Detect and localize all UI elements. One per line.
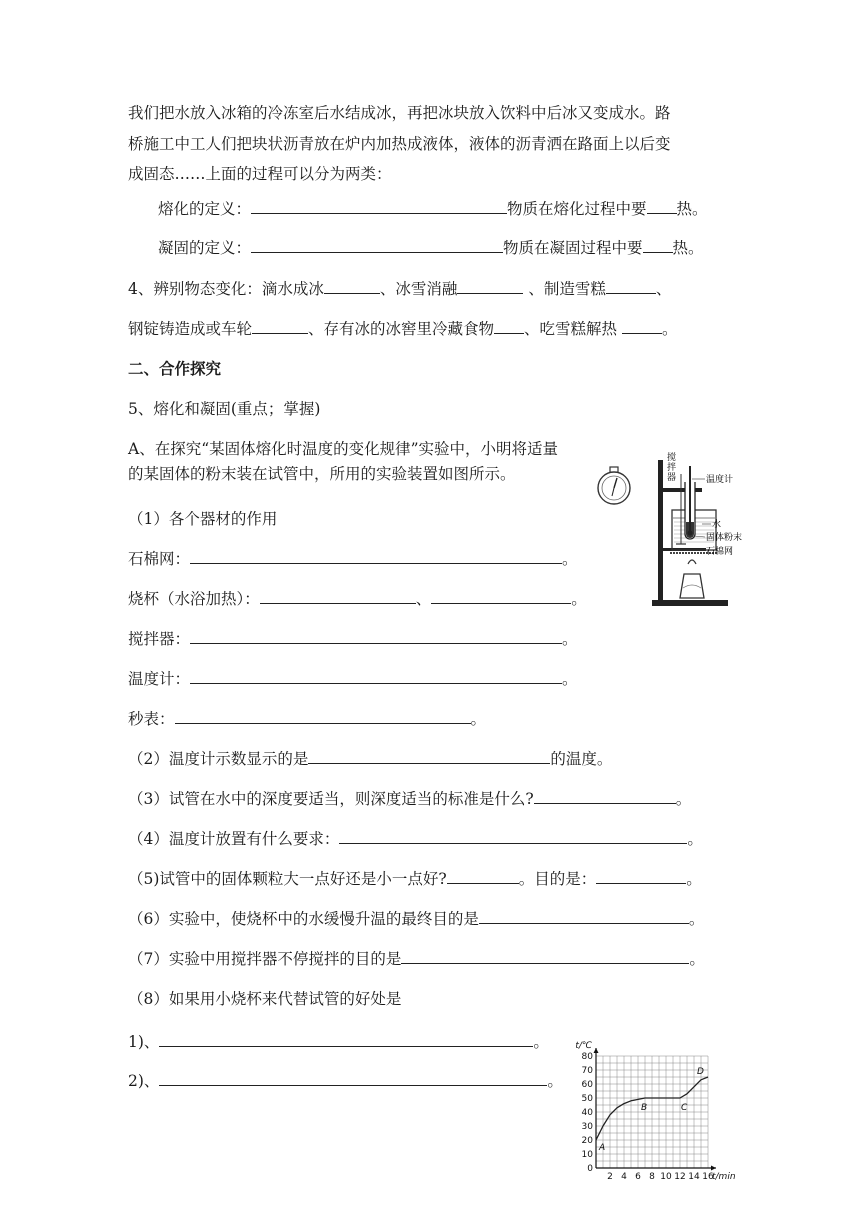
solidification-definition (158, 237, 704, 259)
q4-blank-2[interactable] (457, 278, 523, 294)
q6-row (128, 908, 704, 930)
q4-text-f: 、存有冰的冰窖里冷藏食物 (308, 320, 495, 338)
temperature-chart (568, 1038, 746, 1184)
q4-text-h: 。 (661, 320, 678, 338)
asbestos-label: 石棉网： (128, 550, 191, 568)
x-tick-label: 16 (702, 1172, 714, 1182)
period: 。 (571, 590, 587, 608)
q4-text-d: 、 (655, 280, 672, 298)
melting-def-label: 熔化的定义： (158, 200, 252, 218)
thermometer-label: 温度计 (706, 475, 734, 485)
q8-row: （8）如果用小烧杯来代替试管的好处是 (128, 990, 402, 1008)
gauze-label: 石棉网 (706, 547, 734, 557)
period: 。 (470, 710, 487, 728)
melting-def-end: 热。 (676, 200, 708, 218)
q5-row (128, 868, 702, 890)
q4b-row (128, 828, 703, 850)
answer-1-blank[interactable] (159, 1031, 533, 1047)
answer-1-label: 1)、 (128, 1033, 160, 1051)
q5-mid: 。目的是： (518, 870, 597, 888)
stopwatch-row (128, 708, 486, 730)
water-label: 水 (712, 520, 722, 530)
q4-blank-3[interactable] (606, 278, 656, 294)
q5-blank-2[interactable] (596, 868, 686, 884)
asbestos-row (128, 548, 578, 570)
q4-text-g: 、吃雪糕解热 (524, 320, 622, 338)
period: 。 (533, 1033, 549, 1051)
q4-text-a: 4、辨别物态变化：滴水成冰 (128, 280, 324, 298)
q6-text: （6）实验中，使烧杯中的水缓慢升温的最终目的是 (128, 910, 479, 928)
beaker-sep: 、 (415, 590, 432, 608)
beaker-blank-1[interactable] (260, 588, 416, 604)
y-tick-label: 70 (581, 1066, 593, 1076)
solid-def-mid: 物质在凝固过程中要 (503, 239, 643, 257)
q4-line-1 (128, 278, 671, 300)
stirrer-label-2: 拌 (667, 463, 677, 473)
q4-blank-1[interactable] (324, 278, 380, 294)
sub-question-1: （1）各个器材的作用 (128, 510, 278, 528)
stirrer-row (128, 628, 578, 650)
x-axis-arrow (711, 1166, 716, 1171)
answer-2-row (128, 1070, 563, 1092)
q2-end: 的温度。 (550, 750, 613, 768)
q3-blank[interactable] (534, 788, 676, 804)
y-tick-label: 20 (581, 1136, 593, 1146)
q3-text: （3）试管在水中的深度要适当，则深度适当的标准是什么? (128, 790, 534, 808)
melting-heat-blank[interactable] (647, 198, 677, 214)
q4b-blank[interactable] (339, 828, 687, 844)
stirrer-label-3: 器 (667, 473, 677, 483)
period: 。 (687, 830, 703, 848)
answer-1-row (128, 1031, 549, 1053)
period: 。 (562, 550, 578, 568)
x-axis-label: t/min (712, 1172, 736, 1182)
solid-def-end: 热。 (672, 239, 704, 257)
period: 。 (689, 950, 705, 968)
intro-line-1: 我们把水放入冰箱的冷冻室后水结成冰，再把冰块放入饮料中后冰又变成水。路 (128, 104, 671, 122)
period: 。 (688, 910, 705, 928)
period: 。 (562, 670, 578, 688)
x-tick-label: 14 (688, 1172, 700, 1182)
stopwatch-label: 秒表： (128, 710, 175, 728)
melting-def-mid: 物质在熔化过程中要 (507, 200, 647, 218)
asbestos-blank[interactable] (190, 548, 562, 564)
y-tick-label: 60 (581, 1080, 593, 1090)
x-tick-label: 6 (635, 1172, 641, 1182)
solid-def-label: 凝固的定义： (158, 239, 252, 257)
answer-2-blank[interactable] (159, 1070, 547, 1086)
x-tick-label: 8 (649, 1172, 655, 1182)
thermometer-blank[interactable] (190, 668, 562, 684)
q7-blank[interactable] (401, 948, 689, 964)
y-tick-label: 50 (581, 1094, 593, 1104)
q2-text: （2）温度计示数显示的是 (128, 750, 309, 768)
stopwatch-blank[interactable] (175, 708, 471, 724)
point-label: B (641, 1103, 648, 1113)
stirrer-label: 搅拌器： (128, 630, 191, 648)
x-tick-label: 4 (621, 1172, 627, 1182)
apparatus-figure (592, 452, 744, 608)
q4-blank-6[interactable] (622, 318, 662, 334)
beaker-label: 烧杯（水浴加热）： (128, 590, 260, 608)
y-tick-label: 40 (581, 1108, 593, 1118)
q5-text: （5)试管中的固体颗粒大一点好还是小一点好? (128, 870, 447, 888)
y-axis-arrow (594, 1048, 599, 1053)
q2-blank[interactable] (308, 748, 550, 764)
section-title: 二、合作探究 (128, 360, 222, 378)
stirrer-label-1: 搅 (667, 453, 677, 463)
beaker-blank-2[interactable] (431, 588, 571, 604)
q5-title: 5、熔化和凝固(重点；掌握) (128, 400, 321, 418)
part-a-line-2: 的某固体的粉末装在试管中，所用的实验装置如图所示。 (128, 465, 516, 483)
q2-row (128, 748, 612, 770)
y-tick-label: 80 (581, 1052, 593, 1062)
answer-2-label: 2)、 (128, 1072, 160, 1090)
q7-text: （7）实验中用搅拌器不停搅拌的目的是 (128, 950, 402, 968)
period: 。 (547, 1072, 563, 1090)
intro-line-2: 桥施工中工人们把块状沥青放在炉内加热成液体，液体的沥青洒在路面上以后变 (128, 135, 671, 153)
q4-blank-5[interactable] (494, 318, 524, 334)
period: 。 (562, 630, 578, 648)
y-tick-label: 10 (581, 1150, 593, 1160)
period: 。 (686, 870, 702, 888)
intro-line-3: 成固态……上面的过程可以分为两类： (128, 165, 392, 183)
alcohol-lamp-icon (680, 560, 704, 598)
q7-row (128, 948, 705, 970)
q3-row (128, 788, 691, 810)
point-label: D (697, 1067, 704, 1077)
melting-definition (158, 198, 708, 220)
q4-text-e: 钢锭铸造成或车轮 (128, 320, 253, 338)
stopwatch-icon (598, 467, 630, 504)
x-tick-label: 10 (660, 1172, 672, 1182)
q4-text-c: 、制造雪糕 (523, 280, 606, 298)
y-axis-label: t/℃ (575, 1041, 592, 1051)
thermometer-label: 温度计： (128, 670, 191, 688)
solid-def-blank[interactable] (251, 237, 503, 253)
beaker-row (128, 588, 587, 610)
q5-blank-1[interactable] (447, 868, 519, 884)
q4b-text: （4）温度计放置有什么要求： (128, 830, 340, 848)
melting-def-blank[interactable] (251, 198, 507, 214)
y-tick-label: 30 (581, 1122, 593, 1132)
q4-blank-4[interactable] (252, 318, 308, 334)
part-a-line-1: A、在探究“某固体熔化时温度的变化规律”实验中，小明将适量 (128, 440, 559, 458)
point-label: A (599, 1143, 606, 1153)
powder-label: 固体粉末 (706, 533, 743, 543)
period: 。 (675, 790, 692, 808)
thermometer-row (128, 668, 578, 690)
y-tick-label: 0 (587, 1164, 593, 1174)
point-label: C (681, 1103, 688, 1113)
stirrer-blank[interactable] (190, 628, 562, 644)
solid-heat-blank[interactable] (643, 237, 673, 253)
x-tick-label: 12 (674, 1172, 686, 1182)
q6-blank[interactable] (479, 908, 689, 924)
q4-text-b: 、冰雪消融 (379, 280, 458, 298)
q4-line-2 (128, 318, 677, 340)
x-tick-label: 2 (607, 1172, 613, 1182)
